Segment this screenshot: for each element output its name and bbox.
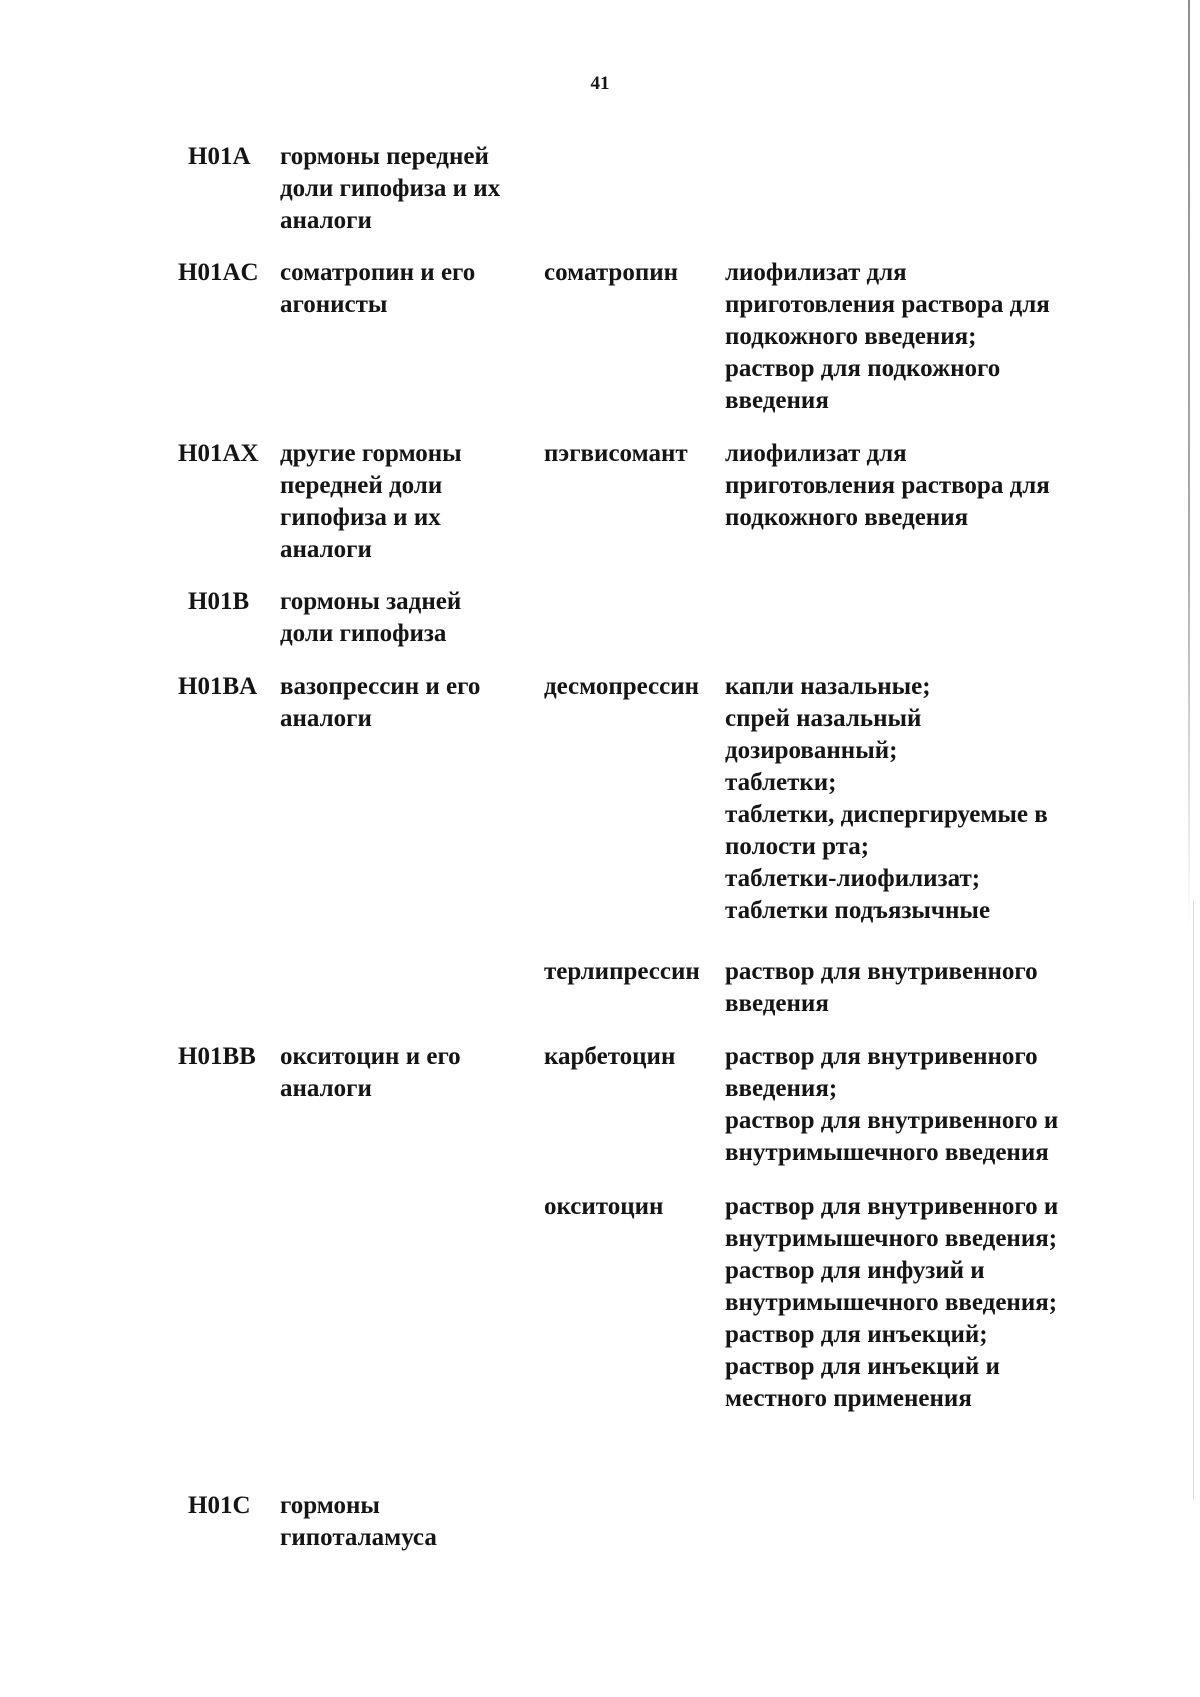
dosage-form-line: введения;: [725, 1075, 838, 1102]
anatomical-therapeutic-group: [280, 1490, 535, 1554]
dosage-form-line: полости рта;: [725, 833, 870, 860]
dosage-form-line: подкожного введения: [725, 504, 969, 531]
atc-code: H01A: [188, 143, 251, 170]
dosage-form-line: раствор для инъекций и: [725, 1353, 1000, 1380]
group-line: доли гипофиза: [280, 620, 447, 647]
group-line: агонисты: [280, 291, 388, 318]
dosage-form-line: введения: [725, 387, 829, 414]
group-line: аналоги: [280, 536, 372, 563]
atc-code: H01B: [188, 588, 250, 615]
atc-code: H01AX: [178, 440, 259, 467]
dosage-form-line: внутримышечного введения;: [725, 1225, 1058, 1252]
page-number: 41: [590, 73, 610, 94]
dosage-forms: [725, 956, 1095, 1020]
dosage-forms: [725, 257, 1095, 417]
group-line: доли гипофиза и их: [280, 175, 501, 202]
dosage-form-line: таблетки подъязычные: [725, 897, 991, 924]
dosage-form-line: таблетки-лиофилизат;: [725, 865, 981, 892]
drug-name: терлипрессин: [544, 958, 700, 985]
drug-name: десмопрессин: [544, 673, 700, 700]
anatomical-therapeutic-group: [280, 141, 535, 237]
group-line: гипоталамуса: [280, 1524, 437, 1551]
dosage-form-line: подкожного введения;: [725, 323, 977, 350]
dosage-forms: [725, 671, 1095, 927]
dosage-form-line: таблетки;: [725, 769, 837, 796]
group-line: аналоги: [280, 1075, 372, 1102]
dosage-form-line: таблетки, диспергируемые в: [725, 801, 1048, 828]
dosage-form-line: раствор для инфузий и: [725, 1257, 985, 1284]
group-line: вазопрессин и его: [280, 673, 481, 700]
dosage-form-line: раствор для инъекций;: [725, 1321, 988, 1348]
dosage-form-line: дозированный;: [725, 737, 898, 764]
drug-name: окситоцин: [544, 1193, 664, 1220]
dosage-forms: [725, 1191, 1095, 1415]
atc-code: H01AC: [178, 259, 259, 286]
scan-edge-shadow-lower: [1193, 900, 1194, 1500]
dosage-form-line: внутримышечного введения;: [725, 1289, 1058, 1316]
dosage-form-line: приготовления раствора для: [725, 472, 1050, 499]
anatomical-therapeutic-group: [280, 257, 535, 321]
dosage-form-line: приготовления раствора для: [725, 291, 1050, 318]
group-line: окситоцин и его: [280, 1043, 461, 1070]
group-line: другие гормоны: [280, 440, 462, 467]
atc-code: H01BA: [178, 673, 258, 700]
group-line: соматропин и его: [280, 259, 476, 286]
group-line: гормоны передней: [280, 143, 489, 170]
dosage-forms: [725, 1041, 1095, 1169]
dosage-form-line: введения: [725, 990, 829, 1017]
dosage-form-line: внутримышечного введения: [725, 1139, 1049, 1166]
dosage-form-line: спрей назальный: [725, 705, 922, 732]
group-line: аналоги: [280, 207, 372, 234]
drug-name: карбетоцин: [544, 1043, 676, 1070]
dosage-form-line: раствор для внутривенного: [725, 1043, 1038, 1070]
anatomical-therapeutic-group: [280, 438, 535, 566]
drug-name: соматропин: [544, 259, 679, 286]
dosage-form-line: раствор для внутривенного: [725, 958, 1038, 985]
dosage-form-line: лиофилизат для: [725, 440, 907, 467]
dosage-forms: [725, 438, 1095, 534]
dosage-form-line: раствор для внутривенного и: [725, 1193, 1059, 1220]
dosage-form-line: лиофилизат для: [725, 259, 907, 286]
anatomical-therapeutic-group: [280, 1041, 535, 1105]
scan-edge-shadow: [1188, 0, 1190, 930]
group-line: аналоги: [280, 705, 372, 732]
group-line: гормоны: [280, 1492, 380, 1519]
atc-code: H01C: [188, 1492, 251, 1519]
dosage-form-line: раствор для подкожного: [725, 355, 1001, 382]
group-line: передней доли: [280, 472, 443, 499]
anatomical-therapeutic-group: [280, 671, 535, 735]
drug-name: пэгвисомант: [544, 440, 688, 467]
group-line: гипофиза и их: [280, 504, 441, 531]
atc-code: H01BB: [178, 1043, 256, 1070]
dosage-form-line: местного применения: [725, 1385, 972, 1412]
anatomical-therapeutic-group: [280, 586, 535, 650]
dosage-form-line: капли назальные;: [725, 673, 931, 700]
group-line: гормоны задней: [280, 588, 462, 615]
dosage-form-line: раствор для внутривенного и: [725, 1107, 1059, 1134]
